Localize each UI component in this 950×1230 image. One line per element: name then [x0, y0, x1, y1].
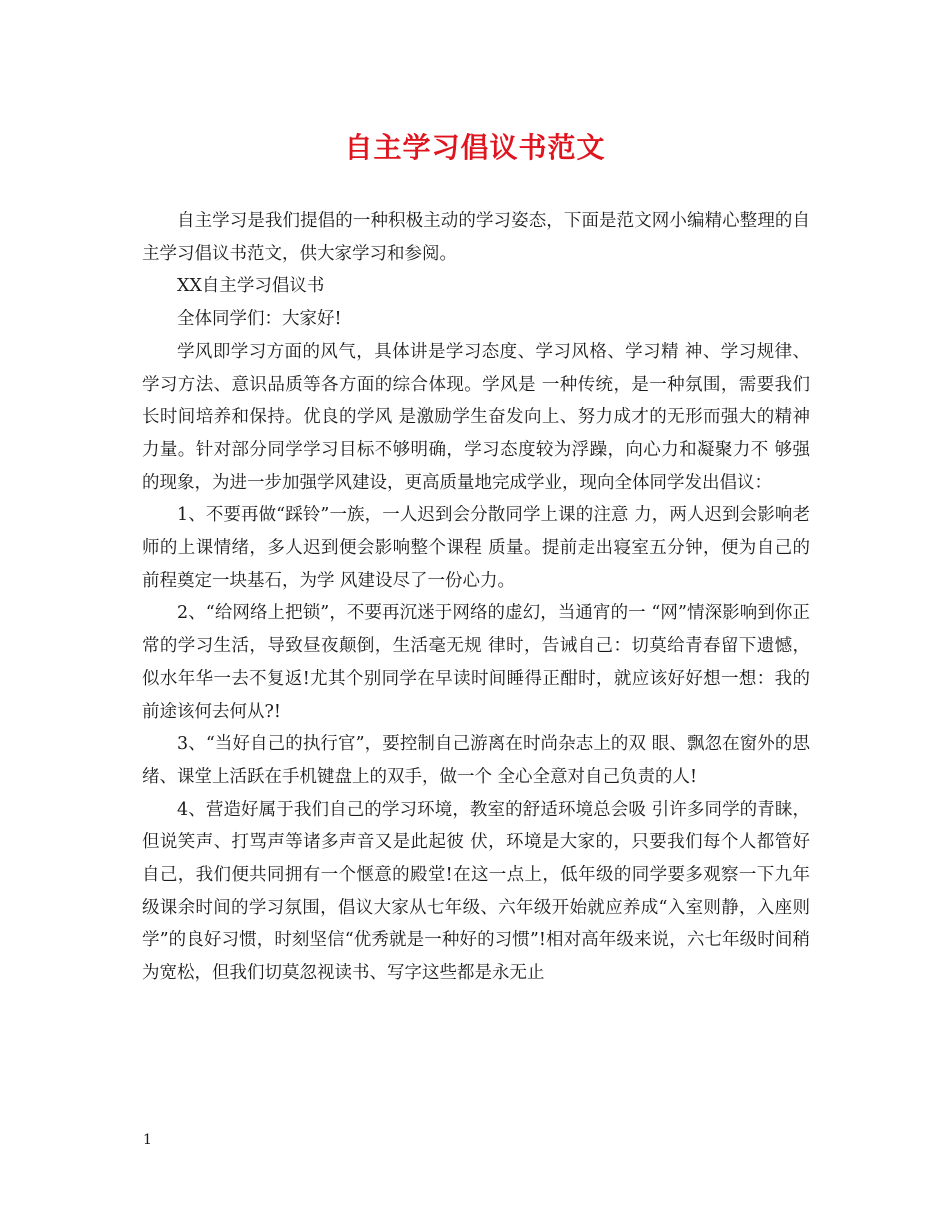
- paragraph-heading: XX自主学习倡议书: [177, 276, 325, 297]
- paragraph-item-3: 3、“当好自己的执行官”，要控制自己游离在时尚杂志上的双 眼、飘忽在窗外的思绪、课堂上活跃在手机键盘上的双手，做一个 全心全意对自己负责的人!: [142, 734, 810, 787]
- paragraph-greeting: 全体同学们：大家好!: [177, 309, 342, 330]
- paragraph-intro: 自主学习是我们提倡的一种积极主动的学习姿态，下面是范文网小编精心整理的自主学习倡议书范文，供大家学习和参阅。: [142, 211, 810, 264]
- paragraph-item-2: 2、“给网络上把锁”，不要再沉迷于网络的虚幻，当通宵的一 “网”情深影响到你正常的学习生活，导致昼夜颠倒，生活毫无规 律时，告诫自己：切莫给青春留下遗憾，似水年华一去不复返!尤其个别同学在早读时间睡得正酣时，就应该好好想一想：我的前途该何去何从?!: [142, 603, 810, 722]
- paragraph-item-4: 4、营造好属于我们自己的学习环境，教室的舒适环境总会吸 引许多同学的青睐，但说笑声、打骂声等诸多声音又是此起彼 伏，环境是大家的，只要我们每个人都管好自己，我们便共同拥有一个惬意的殿堂!在这一点上，低年级的同学要多观察一下九年级课余时间的学习氛围，倡议大家从七年级、六年级开始就应养成“入室则静，入座则学”的良好习惯，时刻坚信“优秀就是一种好的习惯”!相对高年级来说，六七年级时间稍为宽松，但我们切莫忽视读书、写字这些都是永无止: [142, 799, 810, 984]
- document-title: 自主学习倡议书范文: [344, 131, 606, 164]
- paragraph-study-atmosphere: 学风即学习方面的风气，具体讲是学习态度、学习风格、学习精 神、学习规律、学习方法、意识品质等各方面的综合体现。学风是 一种传统，是一种氛围，需要我们长时间培养和保持。优良的学风 是激励学生奋发向上、努力成才的无形而强大的精神力量。针对部分同学学习目标不够明确，学习态度较为浮躁，向心力和凝聚力不 够强的现象，为进一步加强学风建设，更高质量地完成学业，现向全体同学发出倡议：: [142, 341, 810, 493]
- page-number: 1: [143, 1132, 152, 1148]
- paragraph-item-1: 1、不要再做“踩铃”一族，一人迟到会分散同学上课的注意 力，两人迟到会影响老师的上课情绪，多人迟到便会影响整个课程 质量。提前走出寝室五分钟，便为自己的前程奠定一块基石，为学 风建设尽了一份心力。: [142, 505, 810, 591]
- document-body: [142, 205, 810, 990]
